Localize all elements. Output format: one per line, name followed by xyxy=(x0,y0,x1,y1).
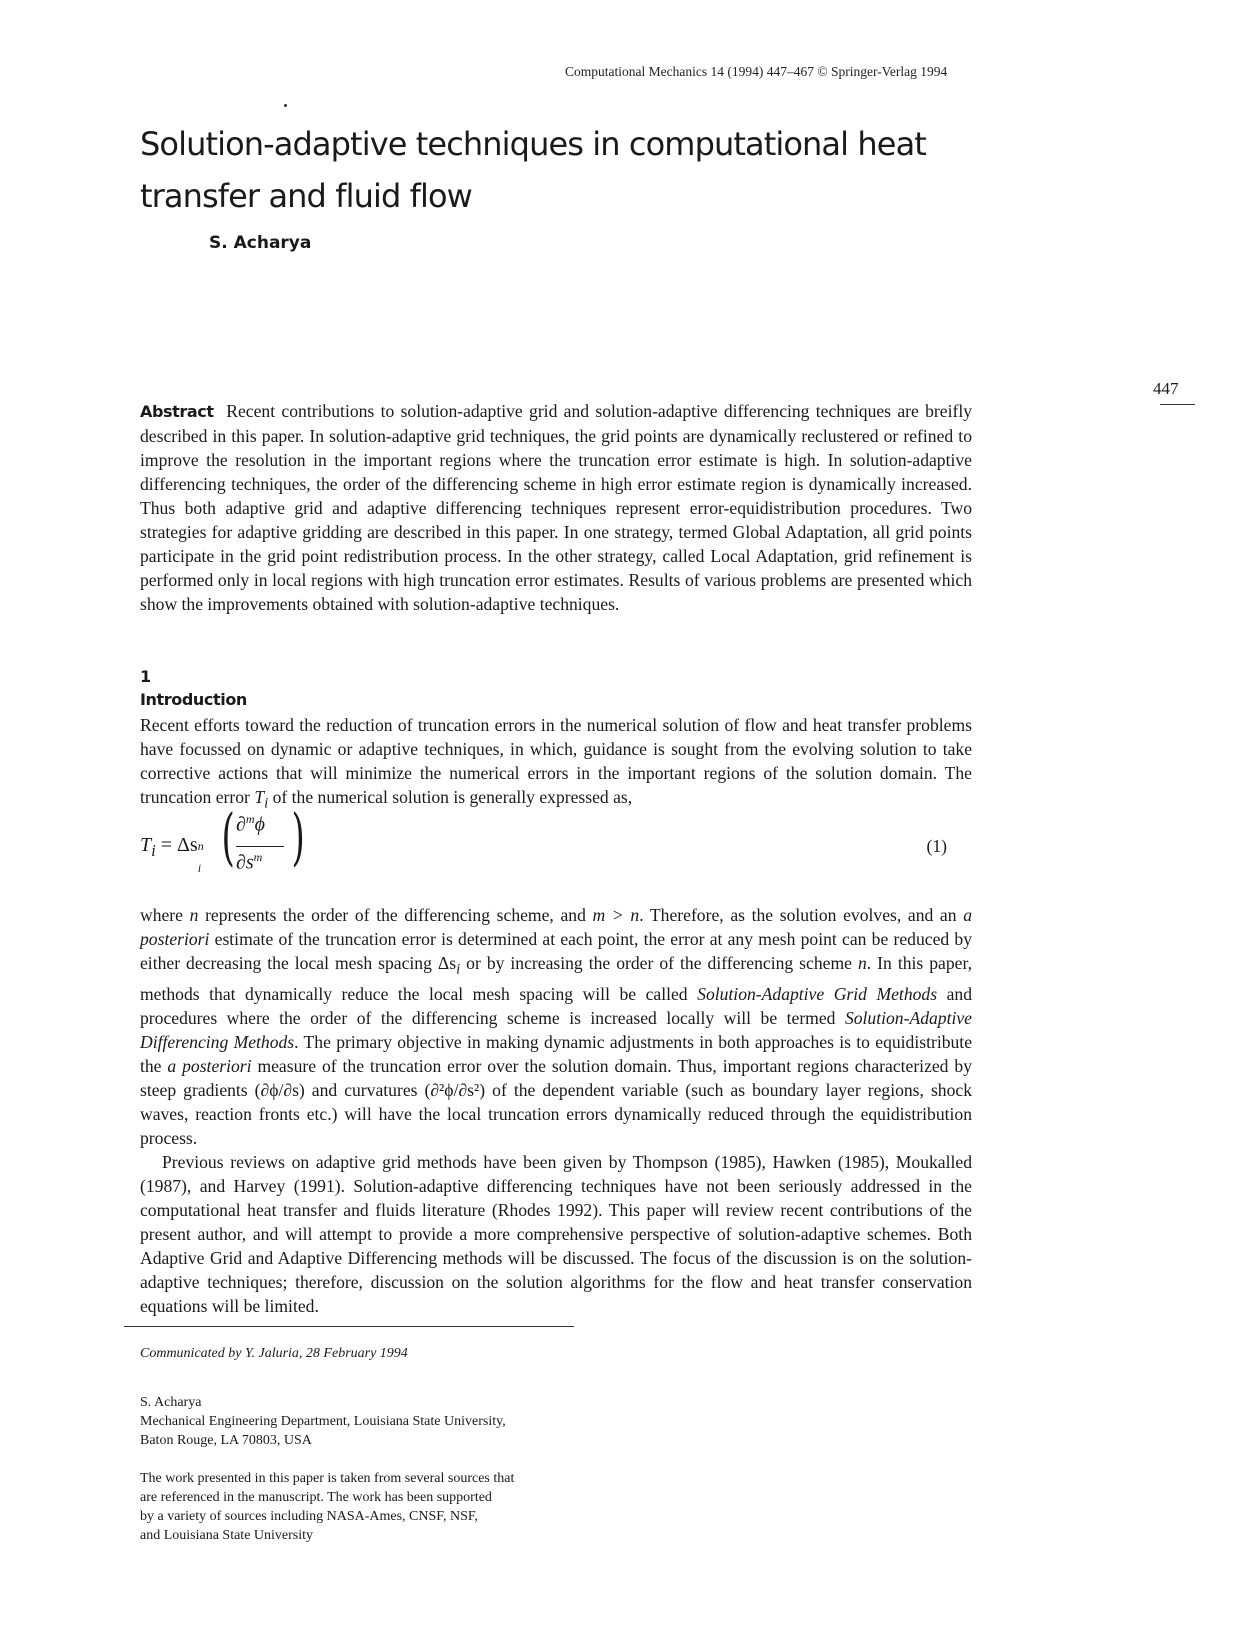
article-author: S. Acharya xyxy=(209,233,312,253)
text-run: . In this paper, methods that dynamically reduce the local mesh spacing will be called xyxy=(140,953,973,1004)
equation-1 xyxy=(140,800,972,890)
symbol-subscript: i xyxy=(264,795,269,812)
page-number-rule xyxy=(1160,404,1195,405)
footnote-communicated: Communicated by Y. Jaluria, 28 February 1994 xyxy=(140,1346,408,1361)
equation-lhs xyxy=(140,834,208,875)
eq-superscript-m: m xyxy=(245,812,255,826)
scan-speck xyxy=(284,104,287,107)
section-number: 1 xyxy=(140,667,152,686)
article-title: Solution-adaptive techniques in computational heat transfer and fluid flow xyxy=(140,125,926,215)
abstract-text: Recent contributions to solution-adaptive grid and solution-adaptive differencing techniques are breifly described in this paper. In solution-adaptive grid techniques, the grid points are dynamically reclustered or refined to improve the resolution in the important regions where the truncation error estimate is high. In solution-adaptive differencing techniques, the order of the differencing scheme in high error estimate region is dynamically increased. Thus both adaptive grid and adaptive differencing techniques represent error-equidistribution procedures. Two strategies for adaptive gridding are described in this paper. In one strategy, termed Global Adaptation, all grid points participate in the grid point redistribution process. In the other strategy, called Local Adaptation, grid refinement is performed only in local regions with high truncation error estimates. Results of various problems are presented which show the improvements obtained with solution-adaptive techniques. xyxy=(140,401,973,614)
emphasis-grid-methods: Solution-Adaptive Grid Methods xyxy=(697,983,938,1004)
page-number: 447 xyxy=(1153,379,1179,398)
text-run: or by increasing the order of the differencing scheme xyxy=(460,953,858,973)
text-run: and procedures where the order of the differencing scheme is increased locally will be termed xyxy=(140,983,972,1028)
equation-number: (1) xyxy=(926,836,947,856)
fraction-bar xyxy=(236,846,284,847)
fraction-numerator xyxy=(236,812,265,837)
section-title: Introduction xyxy=(140,690,247,709)
eq-delta-s: = Δs xyxy=(155,834,198,856)
text-run: of the numerical solution is generally expressed as, xyxy=(268,787,633,807)
address-name: S. Acharya xyxy=(140,1395,202,1410)
left-paren: ( xyxy=(221,800,235,873)
footnote-rule xyxy=(124,1326,574,1327)
text-run: measure of the truncation error over the solution domain. Thus, important regions characterized by steep gradients (∂ϕ/∂s) and curvatures (∂²ϕ/∂s²) of the dependent variable (such as boundary layer regions, shock waves, reaction fronts etc.) will have the local truncation errors dynamically reduced through the equidistribution process. xyxy=(140,1055,972,1148)
running-head: Computational Mechanics 14 (1994) 447–467 © Springer-Verlag 1994 xyxy=(565,64,948,79)
fraction-denominator xyxy=(236,850,262,875)
footnote-address xyxy=(140,1393,580,1450)
support-line: are referenced in the manuscript. The work has been supported xyxy=(140,1490,492,1505)
eq-phi: ϕ xyxy=(254,813,265,836)
eq-symbol-T: T xyxy=(140,834,152,856)
symbol-subscript: i xyxy=(456,961,461,978)
abstract-label: Abstract xyxy=(140,402,214,421)
emphasis-a-posteriori: a posteriori xyxy=(140,905,972,949)
symbol-n: n xyxy=(857,953,867,973)
support-line: The work presented in this paper is taken from several sources that xyxy=(140,1471,515,1486)
partial-s: ∂s xyxy=(236,851,254,874)
emphasis-a-posteriori: a posteriori xyxy=(167,1055,252,1076)
address-city: Baton Rouge, LA 70803, USA xyxy=(140,1433,312,1448)
support-line: by a variety of sources including NASA-Ames, CNSF, NSF, xyxy=(140,1509,479,1524)
text-run: . The primary objective in making dynamic adjustments in both approaches is to equidistribute the xyxy=(140,1031,973,1076)
intro-paragraph-1 xyxy=(140,713,972,816)
text-run: where xyxy=(140,905,190,925)
symbol-n: n xyxy=(189,905,199,925)
eq-superscript-m: m xyxy=(253,850,263,864)
intro-paragraph-2 xyxy=(140,903,972,1318)
text-run: Recent efforts toward the reduction of truncation errors in the numerical solution of flow and heat transfer problems have focussed on dynamic or adaptive techniques, in which, guidance is sought from the evolving solution to take corrective actions that will minimize the numerical errors in the important regions of the solution domain. The truncation error xyxy=(140,715,972,807)
partial-symbol: ∂ xyxy=(236,813,246,836)
abstract xyxy=(140,399,972,616)
text-run: . Therefore, as the solution evolves, and an xyxy=(639,905,964,925)
eq-subscript: i xyxy=(151,841,156,860)
emphasis-differencing-methods: Solution-Adaptive Differencing Methods xyxy=(140,1007,972,1052)
text-run: represents the order of the differencing scheme, and xyxy=(198,905,593,925)
symbol-m-gt-n: m > n xyxy=(592,905,640,925)
eq-superscript-n: n xyxy=(197,839,204,853)
right-paren: ) xyxy=(291,800,305,873)
support-line: and Louisiana State University xyxy=(140,1528,314,1543)
text-run: estimate of the truncation error is determined at each point, the error at any mesh point can be reduced by either decreasing the local mesh spacing Δs xyxy=(140,929,972,973)
intro-paragraph-3: Previous reviews on adaptive grid methods have been given by Thompson (1985), Hawken (1985), Moukalled (1987), and Harvey (1991). Solution-adaptive differencing techniques have not been seriously addressed in the computational heat transfer and fluids literature (Rhodes 1992). This paper will review recent contributions of the present author, and will attempt to provide a more comprehensive perspective of solution-adaptive schemes. Both Adaptive Grid and Adaptive Differencing methods will be discussed. The focus of the discussion is on the solution-adaptive techniques; therefore, discussion on the solution algorithms for the flow and heat transfer conservation equations will be limited. xyxy=(140,1151,972,1316)
footnote-support xyxy=(140,1469,580,1545)
eq-subscript-i: i xyxy=(197,861,202,875)
symbol-T: T xyxy=(254,787,265,807)
address-dept: Mechanical Engineering Department, Louisiana State University, xyxy=(140,1414,506,1429)
